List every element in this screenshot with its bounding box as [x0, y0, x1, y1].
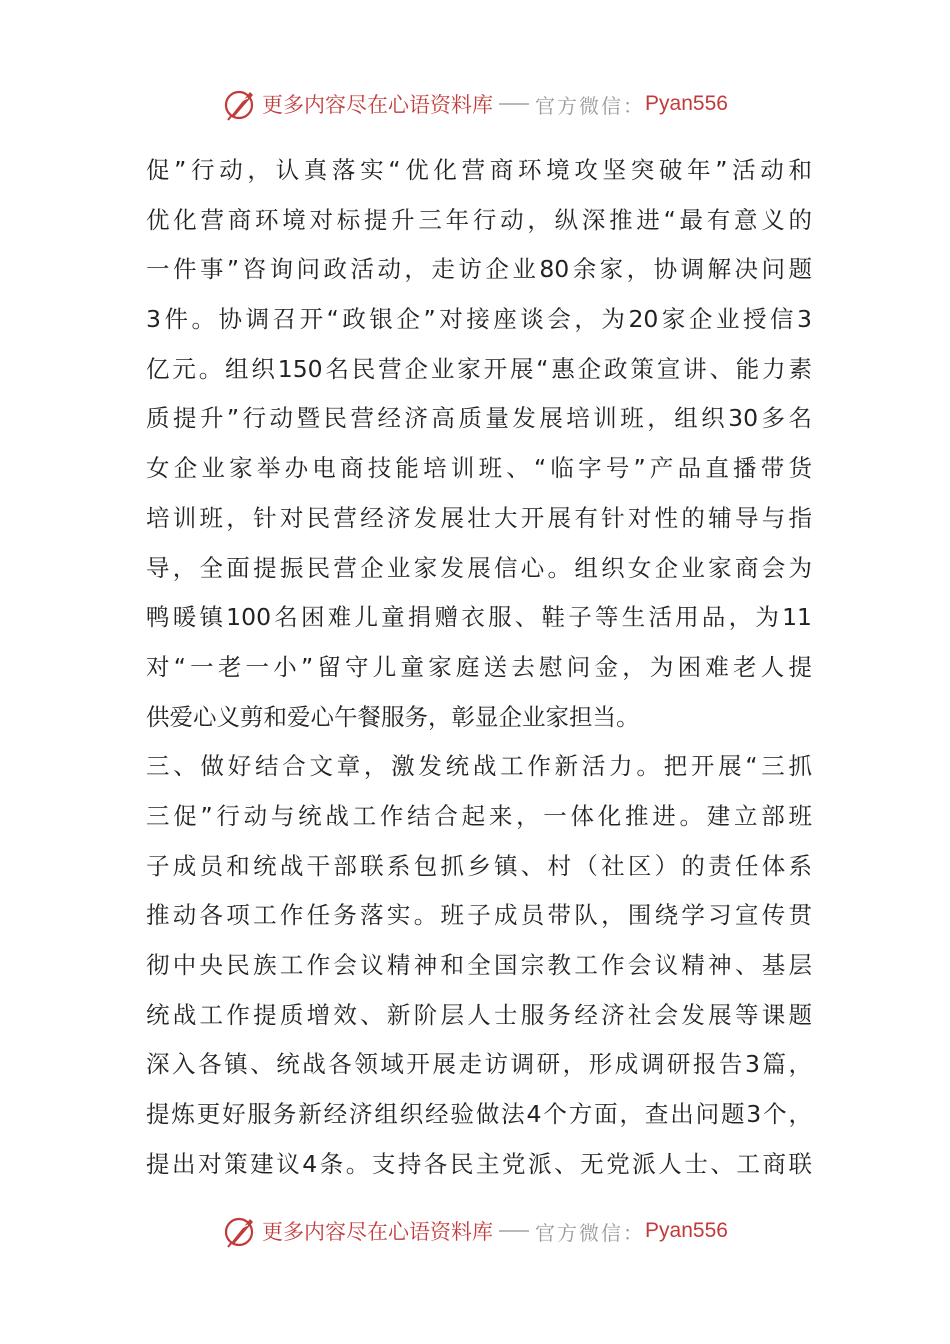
paragraph-end-line: 供爱心义剪和爱心午餐服务，彰显企业家担当。 [146, 702, 640, 731]
text-line: 优化营商环境对标提升三年行动，纵深推进“最有意义的 [146, 205, 812, 234]
text-line: 促”行动，认真落实“优化营商环境攻坚突破年”活动和 [146, 156, 812, 184]
header-watermark-banner [0, 84, 950, 124]
text-line: 统战工作提质增效、新阶层人士服务经济社会发展等课题 [146, 1000, 812, 1029]
document-body [146, 146, 812, 1189]
watermark-wechat-label: 官方微信： [535, 1220, 646, 1245]
watermark-brand-text: 更多内容尽在心语资料库 [262, 1220, 494, 1244]
watermark-divider [499, 103, 529, 105]
watermark-wechat-account: Pyan556 [645, 1219, 728, 1242]
text-line: 鸭暖镇100名困难儿童捐赠衣服、鞋子等生活用品，为11 [146, 603, 812, 632]
watermark-wechat-account: Pyan556 [645, 92, 728, 115]
text-line: 推动各项工作任务落实。班子成员带队，围绕学习宣传贯 [146, 901, 812, 930]
watermark-wechat-label: 官方微信： [535, 93, 646, 118]
text-line: 三促”行动与统战工作结合起来，一体化推进。建立部班 [146, 801, 812, 830]
text-line: 对“一老一小”留守儿童家庭送去慰问金，为困难老人提 [146, 652, 812, 681]
text-line: 女企业家举办电商技能培训班、“临字号”产品直播带货 [146, 454, 812, 483]
text-line: 提炼更好服务新经济组织经验做法4个方面，查出问题3个， [146, 1100, 812, 1129]
text-line: 导，全面提振民营企业家发展信心。组织女企业家商会为 [146, 553, 812, 582]
quill-logo-icon [222, 1213, 258, 1249]
text-line: 彻中央民族工作会议精神和全国宗教工作会议精神、基层 [146, 951, 812, 979]
watermark-divider [499, 1230, 529, 1232]
watermark-brand-text: 更多内容尽在心语资料库 [262, 93, 494, 117]
text-line: 提出对策建议4条。支持各民主党派、无党派人士、工商联 [146, 1149, 812, 1178]
text-line: 3件。协调召开“政银企”对接座谈会，为20家企业授信3 [146, 305, 812, 334]
quill-logo-icon [222, 86, 258, 122]
text-line: 深入各镇、统战各领域开展走访调研，形成调研报告3篇， [146, 1050, 812, 1079]
text-line: 质提升”行动暨民营经济高质量发展培训班，组织30多名 [146, 404, 812, 433]
section-heading-line: 三、做好结合文章，激发统战工作新活力。把开展“三抓 [146, 752, 812, 781]
footer-watermark-banner [0, 1211, 950, 1251]
text-line: 亿元。组织150名民营企业家开展“惠企政策宣讲、能力素 [146, 354, 812, 383]
text-line: 培训班，针对民营经济发展壮大开展有针对性的辅导与指 [146, 503, 812, 532]
text-line: 子成员和统战干部联系包抓乡镇、村（社区）的责任体系 [146, 851, 812, 880]
text-line: 一件事”咨询问政活动，走访企业80余家，协调解决问题 [146, 255, 812, 284]
